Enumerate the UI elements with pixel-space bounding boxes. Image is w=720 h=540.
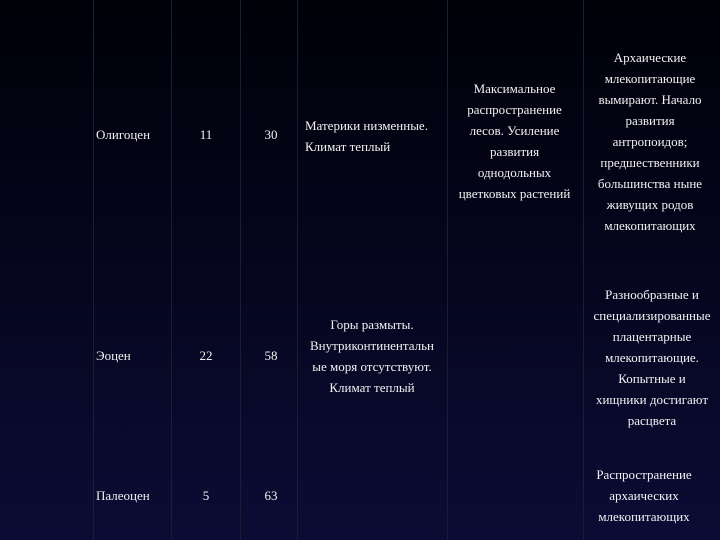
epoch-cell: Палеоцен <box>96 488 150 503</box>
fauna-line: развития <box>625 113 675 128</box>
fauna-line: млекопитающие. <box>605 350 699 365</box>
start-cell: 63 <box>264 488 278 503</box>
geography-line: Внутриконтинентальн <box>310 338 434 353</box>
fauna-line: специализированные <box>593 308 711 323</box>
flora-line: Максимальное <box>473 81 556 96</box>
epoch-cell: Олигоцен <box>96 127 151 142</box>
flora-line: развития <box>489 144 540 159</box>
fauna-line: вымирают. Начало <box>598 92 702 107</box>
start-cell: 30 <box>264 127 278 142</box>
column-divider <box>171 0 172 540</box>
flora-cell <box>448 78 581 204</box>
fauna-line: антропоидов; <box>612 134 688 149</box>
column-divider <box>240 0 241 540</box>
fauna-line: Распространение <box>596 467 692 482</box>
column-divider <box>583 0 584 540</box>
fauna-line: Архаические <box>613 50 687 65</box>
geography-line: Горы размыты. <box>330 317 414 332</box>
fauna-line: плацентарные <box>612 329 692 344</box>
fauna-line: млекопитающих <box>604 218 696 233</box>
fauna-cell <box>586 284 718 431</box>
fauna-line: млекопитающие <box>604 71 696 86</box>
fauna-cell <box>582 464 706 527</box>
flora-line: распространение <box>467 102 562 117</box>
geography-line: Климат теплый <box>305 139 391 154</box>
geography-line: Материки низменные. <box>305 118 428 133</box>
fauna-line: архаических <box>609 488 679 503</box>
fauna-line: млекопитающих <box>598 509 690 524</box>
fauna-line: Разнообразные и <box>605 287 699 302</box>
duration-cell: 22 <box>199 348 213 363</box>
flora-line: лесов. Усиление <box>469 123 560 138</box>
epoch-cell: Эоцен <box>96 348 131 363</box>
flora-line: цветковых растений <box>458 186 571 201</box>
flora-line: однодольных <box>477 165 552 180</box>
geography-line: ые моря отсутствуют. <box>312 359 432 374</box>
fauna-line: хищники достигают <box>595 392 709 407</box>
duration-cell: 11 <box>199 127 213 142</box>
fauna-line: предшественники <box>600 155 700 170</box>
geography-cell <box>305 115 428 157</box>
duration-cell: 5 <box>202 488 210 503</box>
fauna-line: Копытные и <box>618 371 686 386</box>
column-divider <box>297 0 298 540</box>
fauna-cell <box>586 47 714 236</box>
column-divider <box>93 0 94 540</box>
geography-line: Климат теплый <box>329 380 415 395</box>
fauna-line: большинства ныне <box>597 176 703 191</box>
geography-cell <box>298 314 446 398</box>
fauna-line: живущих родов <box>606 197 694 212</box>
start-cell: 58 <box>264 348 278 363</box>
fauna-line: расцвета <box>627 413 677 428</box>
